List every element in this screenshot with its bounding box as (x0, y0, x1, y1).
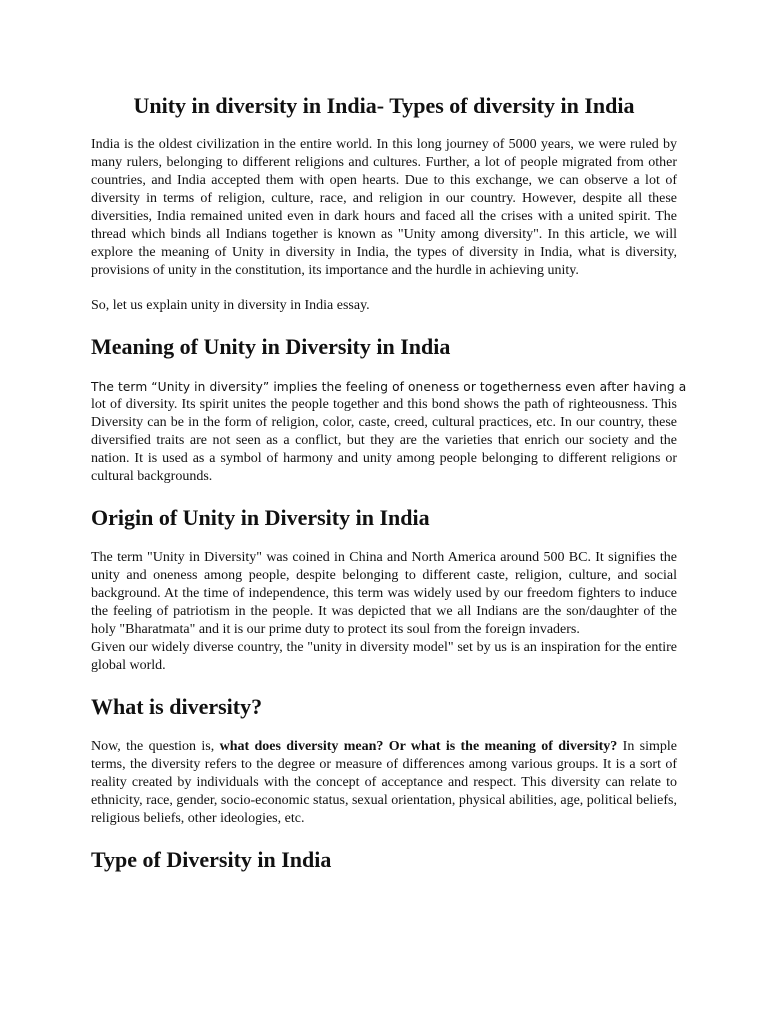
intro-paragraph: India is the oldest civilization in the entire world. In this long journey of 5000 years, we were ruled by many rulers, belonging to different religions and cultures. Further, a lot of people migrated from other countries, and India accepted them with open hearts. Due to this exchange, we can observe a lot of diversity in terms of religion, culture, race, and religion in our country. However, despite all these diversities, India remained united even in dark hours and faced all the crises with a united spirit. The thread which binds all Indians together is known as "Unity among diversity". In this article, we will explore the meaning of Unity in diversity in India, the types of diversity in India, what is diversity, provisions of unity in the constitution, its importance and the hurdle in achieving unity. (91, 137, 677, 278)
what-is-rest: In simple terms, the diversity refers to the degree or measure of differences among various groups. It is a sort of reality created by individuals with the concept of acceptance and respect. This diversity can relate to ethnicity, race, gender, socio-economic status, sexual orientation, physical abilities, age, political beliefs, religious beliefs, other ideologies, etc. (91, 739, 677, 826)
intro-closing: So, let us explain unity in diversity in India essay. (91, 298, 370, 313)
origin-heading: Origin of Unity in Diversity in India (91, 505, 430, 530)
what-is-diversity-paragraph (91, 738, 677, 828)
meaning-paragraph: lot of diversity. Its spirit unites the people together and this bond shows the path of righteousness. This Diversity can be in the form of religion, color, caste, creed, cultural practices, etc. In our country, these diversified traits are not seen as a conflict, but they are the varieties that enrich our society and the nation. It is used as a symbol of harmony and unity among people belonging to different religions or cultural backgrounds. (91, 397, 677, 484)
types-heading: Type of Diversity in India (91, 847, 332, 872)
meaning-first-line: The term “Unity in diversity” implies the feeling of oneness or togetherness even after having a (91, 380, 687, 394)
what-is-bold-question: what does diversity mean? Or what is the meaning of diversity? (219, 739, 618, 754)
document-title: Unity in diversity in India- Types of diversity in India (133, 93, 635, 118)
what-is-diversity-heading: What is diversity? (91, 694, 263, 719)
meaning-heading: Meaning of Unity in Diversity in India (91, 334, 451, 359)
origin-paragraph-2: Given our widely diverse country, the "unity in diversity model" set by us is an inspiration for the entire global world. (91, 640, 677, 673)
origin-paragraph-1: The term "Unity in Diversity" was coined in China and North America around 500 BC. It signifies the unity and oneness among people, despite belonging to different caste, religion, culture, and social background. At the time of independence, this term was widely used by our freedom fighters to induce the feeling of patriotism in the people. It was depicted that we all Indians are the son/daughter of the holy "Bharatmata" and it is our prime duty to protect its soul from the foreign invaders. (91, 550, 677, 637)
what-is-lead: Now, the question is, (91, 739, 220, 754)
